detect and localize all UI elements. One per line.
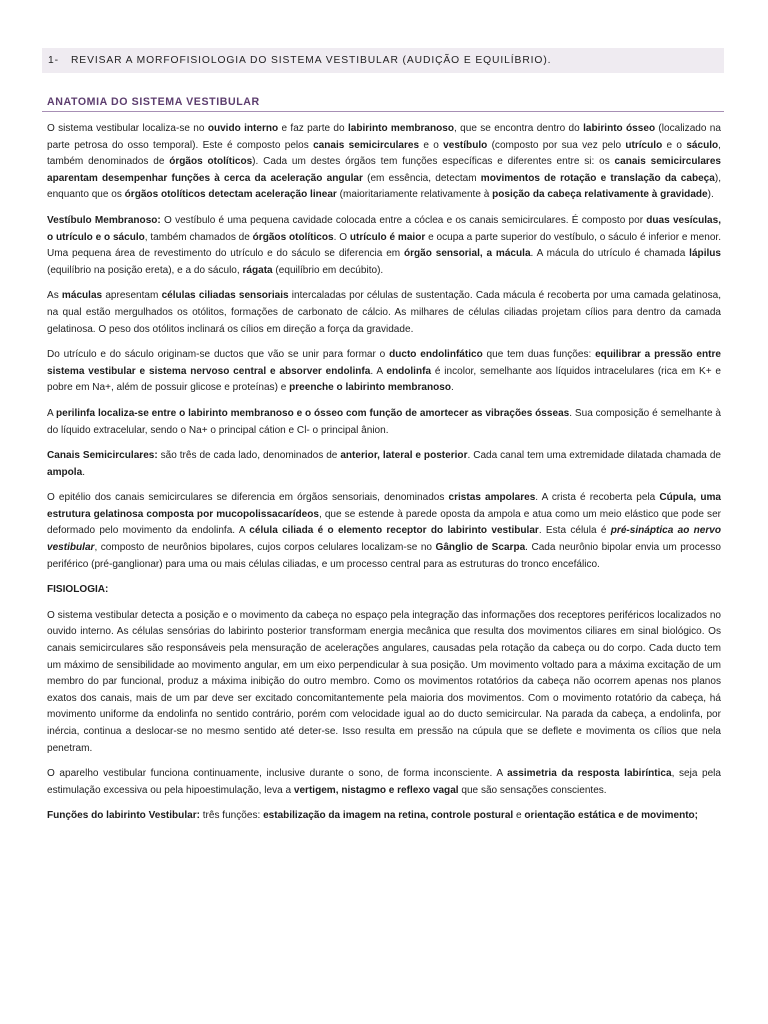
bold-text: anterior, lateral e posterior (340, 450, 468, 462)
text-run: ). (707, 189, 714, 201)
bold-text: canais semicirculares aparentam desempenhar funções à cerca da aceleração angular (47, 156, 721, 184)
bold-text: movimentos de rotação e translação da cabeça (480, 172, 715, 184)
bold-text: rágata (242, 264, 273, 276)
text-run: três funções: (199, 810, 264, 822)
text-run: . A (370, 365, 387, 377)
text-run: A (47, 407, 57, 419)
document-page (42, 48, 724, 834)
section-title: ANATOMIA DO SISTEMA VESTIBULAR (47, 96, 260, 108)
bold-text: orientação estática e de movimento; (524, 810, 699, 822)
bold-text: Canais Semicirculares: (47, 450, 158, 462)
text-run: que são sensações conscientes. (458, 784, 607, 796)
text-run: e ocupa a parte superior do vestíbulo, o sáculo é inferior e menor. Uma pequena área de revestimento do utrículo e do sáculo se diferencia em (47, 231, 721, 260)
bold-text: vertigem, nistagmo e reflexo vagal (293, 784, 459, 796)
bold-text: sáculo (686, 139, 719, 151)
text-run: ), enquanto que os (47, 172, 721, 201)
bold-text: assimetria da resposta labiríntica (507, 768, 672, 780)
paragraph-fisio2 (42, 766, 724, 799)
question-header (42, 48, 724, 73)
text-run: , composto de neurônios bipolares, cujos corpos celulares localizam-se no (94, 542, 436, 554)
bold-text: vestíbulo (443, 139, 488, 151)
paragraph-canais (42, 448, 724, 481)
text-run: , também chamados de (144, 231, 253, 243)
text-run: O sistema vestibular detecta a posição e o movimento da cabeça no espaço pela integração das informações dos receptores periféricos localizados no ouvido interno. As células sensórias do labirinto posterior transformam energia mecânica que resulta dos movimentos ciliares em sinal biológico. Os canais semicirculares são responsáveis pela mensuração de acelerações angulares, causadas pela rotação da cabeça ou do corpo. Cada ducto tem um máximo de sensibilidade ao movimento angular, em um eixo perpendicular à sua posição. Um movimento voltado para a máxima excitação de um membro do par funcional, produz a máxima inibição do outro membro. Como os movimentos rotatórios da cabeça não ocorrem apenas nos planos exatos dos canais, mais de um par deve ser excitado concomitantemente pela maioria dos movimentos. Com o movimento rotatório da cabeça, há movimento uniforme da endolinfa no sentido contrário, porém com velocidade igual ao do ducto semicircular. Na parada da cabeça, a endolinfa, por inércia, continua a deslocar-se no mesmo sentido até deter-se. Isso resulta em pressão na cúpula que se deflete e movimenta os cílios que nela penetram. (47, 609, 721, 754)
paragraph-perilinfa (42, 406, 724, 439)
text-run: apresentam (102, 290, 162, 302)
bold-text: labirinto ósseo (583, 123, 656, 134)
body-text (42, 121, 724, 825)
text-run: (composto por sua vez pelo (487, 139, 626, 151)
bold-text: utrículo (625, 139, 663, 151)
bold-text: órgãos otolíticos detectam aceleração linear (124, 189, 337, 201)
text-run: (equilíbrio em decúbito). (272, 264, 384, 276)
bold-text: órgãos otolíticos (252, 231, 334, 243)
text-run: . A mácula do utrículo é chamada (530, 248, 690, 260)
text-run: As (47, 290, 62, 302)
bold-text: Funções do labirinto Vestibular: (47, 810, 200, 822)
bold-text: labirinto membranoso (347, 123, 455, 134)
bold-text: posição da cabeça relativamente à gravidade (492, 189, 708, 201)
text-run: e faz parte do (278, 123, 348, 134)
paragraph-intro (42, 121, 724, 204)
bold-text: lápilus (689, 248, 721, 260)
text-run: intercaladas por células de sustentação. Cada mácula é recoberta por uma camada gelatinosa, na qual estão mergulhados os otólitos, formações de carbonato de cálcio. As milhares de células ciliadas projetam cílios para dentro da camada gelatinosa. O peso dos otólitos inclinará os cílios em direção a força da gravidade. (47, 290, 721, 335)
bold-text: ducto endolinfático (389, 349, 483, 361)
bold-text: Vestíbulo Membranoso: (47, 214, 161, 226)
paragraph-fisiologia (42, 582, 724, 599)
text-run: (maioritariamente relativamente à (336, 189, 493, 201)
text-run: é incolor, semelhante aos líquidos intracelulares (rica em K+ e pobre em Na+, além de possuir glicose e proteínas) e (47, 365, 721, 394)
paragraph-funcoes (42, 808, 724, 825)
bold-text: órgão sensorial, a mácula (404, 248, 531, 260)
bold-text: perilinfa localiza-se entre o labirinto membranoso e o ósseo com função de amortecer as vibrações ósseas (56, 407, 570, 419)
paragraph-epitelio (42, 490, 724, 573)
text-run: . O (333, 231, 350, 243)
text-run: que tem duas funções: (482, 349, 596, 361)
text-run: . Cada canal tem uma extremidade dilatada chamada de (467, 450, 721, 462)
bold-text: máculas (61, 290, 103, 302)
text-run: (localizado na parte petrosa do osso temporal). Este é composto pelos (47, 123, 721, 151)
text-run: . Esta célula é (538, 525, 611, 537)
bold-text: duas vesículas, o utrículo e o sáculo (47, 214, 722, 243)
text-run: ). Cada um destes órgãos tem funções específicas e diferentes entre si: os (252, 156, 615, 168)
bold-text: endolinfa (386, 365, 432, 377)
text-run: . A crista é recoberta pela (535, 492, 660, 504)
paragraph-maculas (42, 288, 724, 338)
bold-text: FISIOLOGIA: (47, 584, 109, 596)
question-title: REVISAR A MORFOFISIOLOGIA DO SISTEMA VESTIBULAR (AUDIÇÃO E EQUILÍBRIO). (70, 55, 552, 66)
text-run: (em essência, detectam (362, 172, 481, 184)
text-run: e o (662, 139, 687, 151)
text-run: . Cada neurônio bipolar envia um processo periférico (pré-ganglionar) para uma ou mais células ciliadas, e um processo central para as estruturas do tronco encefálico. (47, 542, 721, 570)
bold-text: preenche o labirinto membranoso (289, 382, 451, 394)
text-run: O sistema vestibular localiza-se no (47, 123, 208, 134)
bold-text: ouvido interno (207, 123, 279, 134)
bold-text: canais semicirculares (313, 139, 420, 151)
paragraph-ducto (42, 347, 724, 397)
text-run: O vestíbulo é uma pequena cavidade colocada entre a cóclea e os canais semicirculares. É composto por (160, 214, 647, 226)
text-run: e (513, 810, 525, 822)
text-run: são três de cada lado, denominados de (157, 450, 341, 462)
text-run: , que se encontra dentro do (454, 123, 584, 134)
emphasis-text: pré-sináptica ao nervo vestibular (47, 525, 721, 554)
bold-text: cristas ampolares (448, 492, 536, 504)
text-run: , que se estende à parede oposta da ampola e atua como um meio elástico que pode ser deformado pelo movimento da endolinfa. A (47, 508, 721, 537)
section-divider (42, 111, 724, 112)
text-run: (equilíbrio na posição ereta), e a do sáculo, (47, 264, 243, 276)
paragraph-vestibulo (42, 213, 724, 279)
bold-text: equilibrar a pressão entre sistema vestibular e sistema nervoso central e absorver endolinfa (47, 349, 721, 377)
bold-text: utrículo é maior (349, 231, 426, 243)
text-run: . (451, 382, 454, 394)
text-run: . (82, 466, 85, 478)
bold-text: estabilização da imagem na retina, controle postural (263, 810, 514, 822)
text-run: , seja pela estimulação excessiva ou pela hipoestimulação, leva a (47, 768, 721, 796)
bold-text: órgãos otolíticos (169, 156, 253, 168)
text-run: Do utrículo e do sáculo originam-se ductos que vão se unir para formar o (47, 349, 390, 361)
text-run: O epitélio dos canais semicirculares se diferencia em órgãos sensoriais, denominados (47, 492, 449, 504)
bold-text: Gânglio de Scarpa (435, 542, 526, 554)
paragraph-fisio1 (42, 608, 724, 757)
text-run: e o (419, 139, 444, 151)
bold-text: células ciliadas sensoriais (161, 290, 289, 302)
text-run: . Sua composição é semelhante à do líquido extracelular, sendo o Na+ o principal cátion e Cl- o principal ânion. (47, 407, 721, 436)
question-number: 1- (48, 55, 59, 66)
text-run: O aparelho vestibular funciona continuamente, inclusive durante o sono, de forma inconsciente. A (47, 768, 508, 780)
bold-text: célula ciliada é o elemento receptor do labirinto vestibular (249, 525, 539, 537)
bold-text: ampola (47, 466, 83, 478)
text-run: , também denominados de (47, 139, 721, 168)
bold-text: Cúpula, uma estrutura gelatinosa composta por mucopolissacarídeos (47, 492, 721, 520)
